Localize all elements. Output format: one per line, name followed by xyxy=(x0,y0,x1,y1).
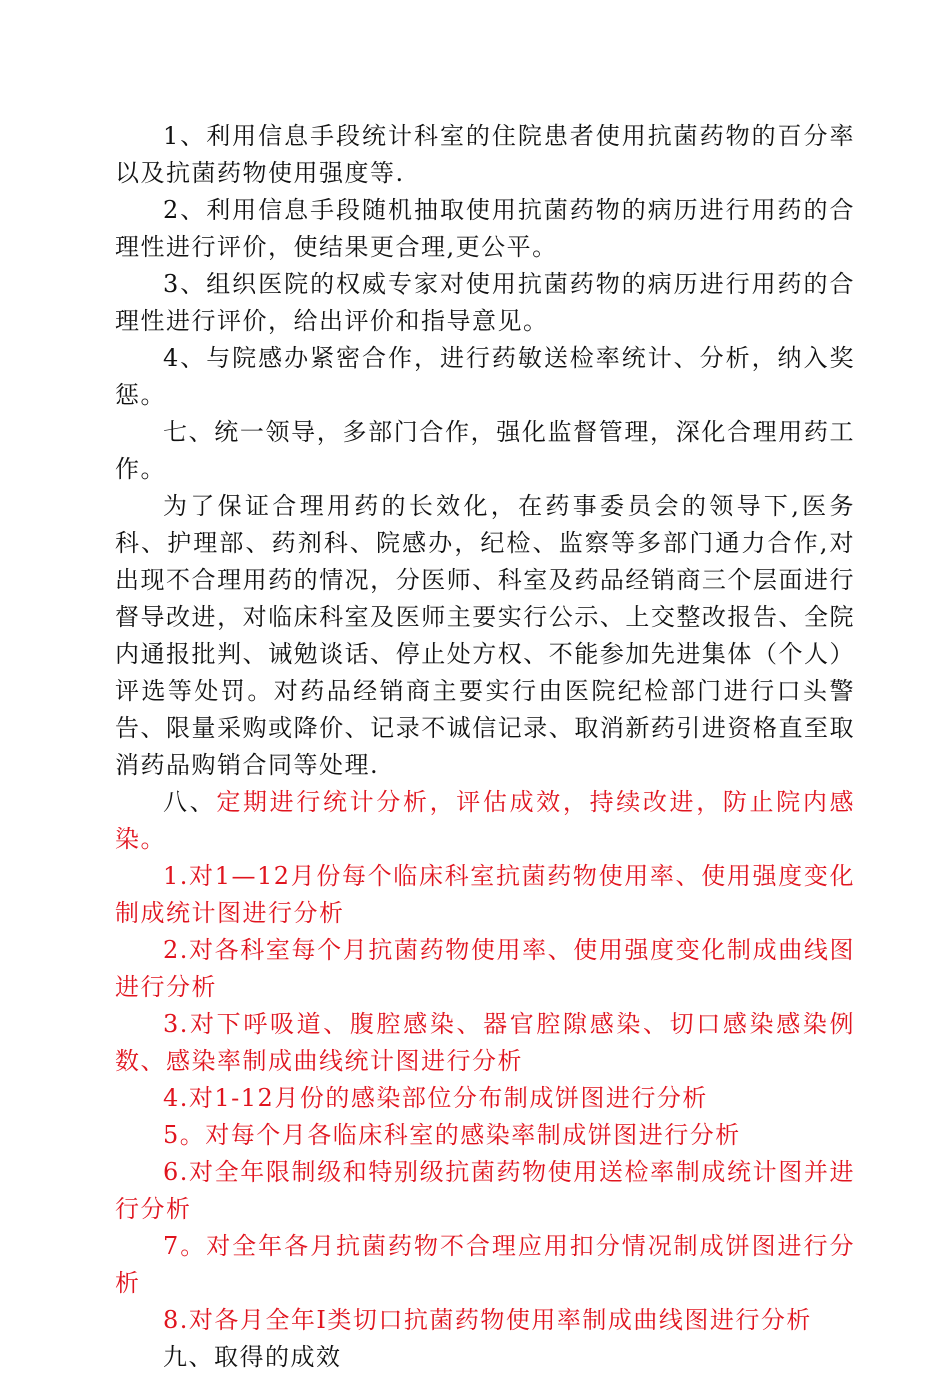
document-body xyxy=(115,118,855,1376)
analysis-item-6: 6.对全年限制级和特别级抗菌药物使用送检率制成统计图并进行分析 xyxy=(115,1158,855,1223)
section-heading-8 xyxy=(115,784,855,858)
paragraph-item-4: 4、与院感办紧密合作，进行药敏送检率统计、分析，纳入奖惩。 xyxy=(115,344,855,409)
paragraph-item-2: 2、利用信息手段随机抽取使用抗菌药物的病历进行用药的合理性进行评价，使结果更合理,更公平。 xyxy=(115,196,855,261)
analysis-item-8: 8.对各月全年Ⅰ类切口抗菌药物使用率制成曲线图进行分析 xyxy=(163,1306,812,1334)
analysis-item-3: 3.对下呼吸道、腹腔感染、器官腔隙感染、切口感染感染例数、感染率制成曲线统计图进行分析 xyxy=(115,1010,855,1075)
analysis-item-5: 5。对每个月各临床科室的感染率制成饼图进行分析 xyxy=(163,1121,741,1149)
analysis-item-7: 7。对全年各月抗菌药物不合理应用扣分情况制成饼图进行分析 xyxy=(115,1232,855,1297)
analysis-item-1: 1.对1—12月份每个临床科室抗菌药物使用率、使用强度变化制成统计图进行分析 xyxy=(115,862,855,927)
paragraph-coordination: 为了保证合理用药的长效化，在药事委员会的领导下,医务科、护理部、药剂科、院感办，纪检、监察等多部门通力合作,对出现不合理用药的情况，分医师、科室及药品经销商三个层面进行督导改进，对临床科室及医师主要实行公示、上交整改报告、全院内通报批判、诫勉谈话、停止处方权、不能参加先进集体（个人）评选等处罚。对药品经销商主要实行由医院纪检部门进行口头警告、限量采购或降价、记录不诚信记录、取消新药引进资格直至取消药品购销合同等处理. xyxy=(115,492,855,779)
section-heading-7: 七、统一领导，多部门合作，强化监督管理，深化合理用药工作。 xyxy=(115,418,855,483)
paragraph-item-3: 3、组织医院的权威专家对使用抗菌药物的病历进行用药的合理性进行评价，给出评价和指导意见。 xyxy=(115,270,855,335)
section-heading-9: 九、取得的成效 xyxy=(163,1343,342,1371)
section-title-8: 定期进行统计分析，评估成效，持续改进，防止院内感染。 xyxy=(115,788,856,853)
section-number-8: 八、 xyxy=(163,788,217,816)
analysis-item-4: 4.对1-12月份的感染部位分布制成饼图进行分析 xyxy=(163,1084,708,1112)
paragraph-item-1: 1、利用信息手段统计科室的住院患者使用抗菌药物的百分率以及抗菌药物使用强度等. xyxy=(115,122,855,187)
analysis-item-2: 2.对各科室每个月抗菌药物使用率、使用强度变化制成曲线图进行分析 xyxy=(115,936,855,1001)
